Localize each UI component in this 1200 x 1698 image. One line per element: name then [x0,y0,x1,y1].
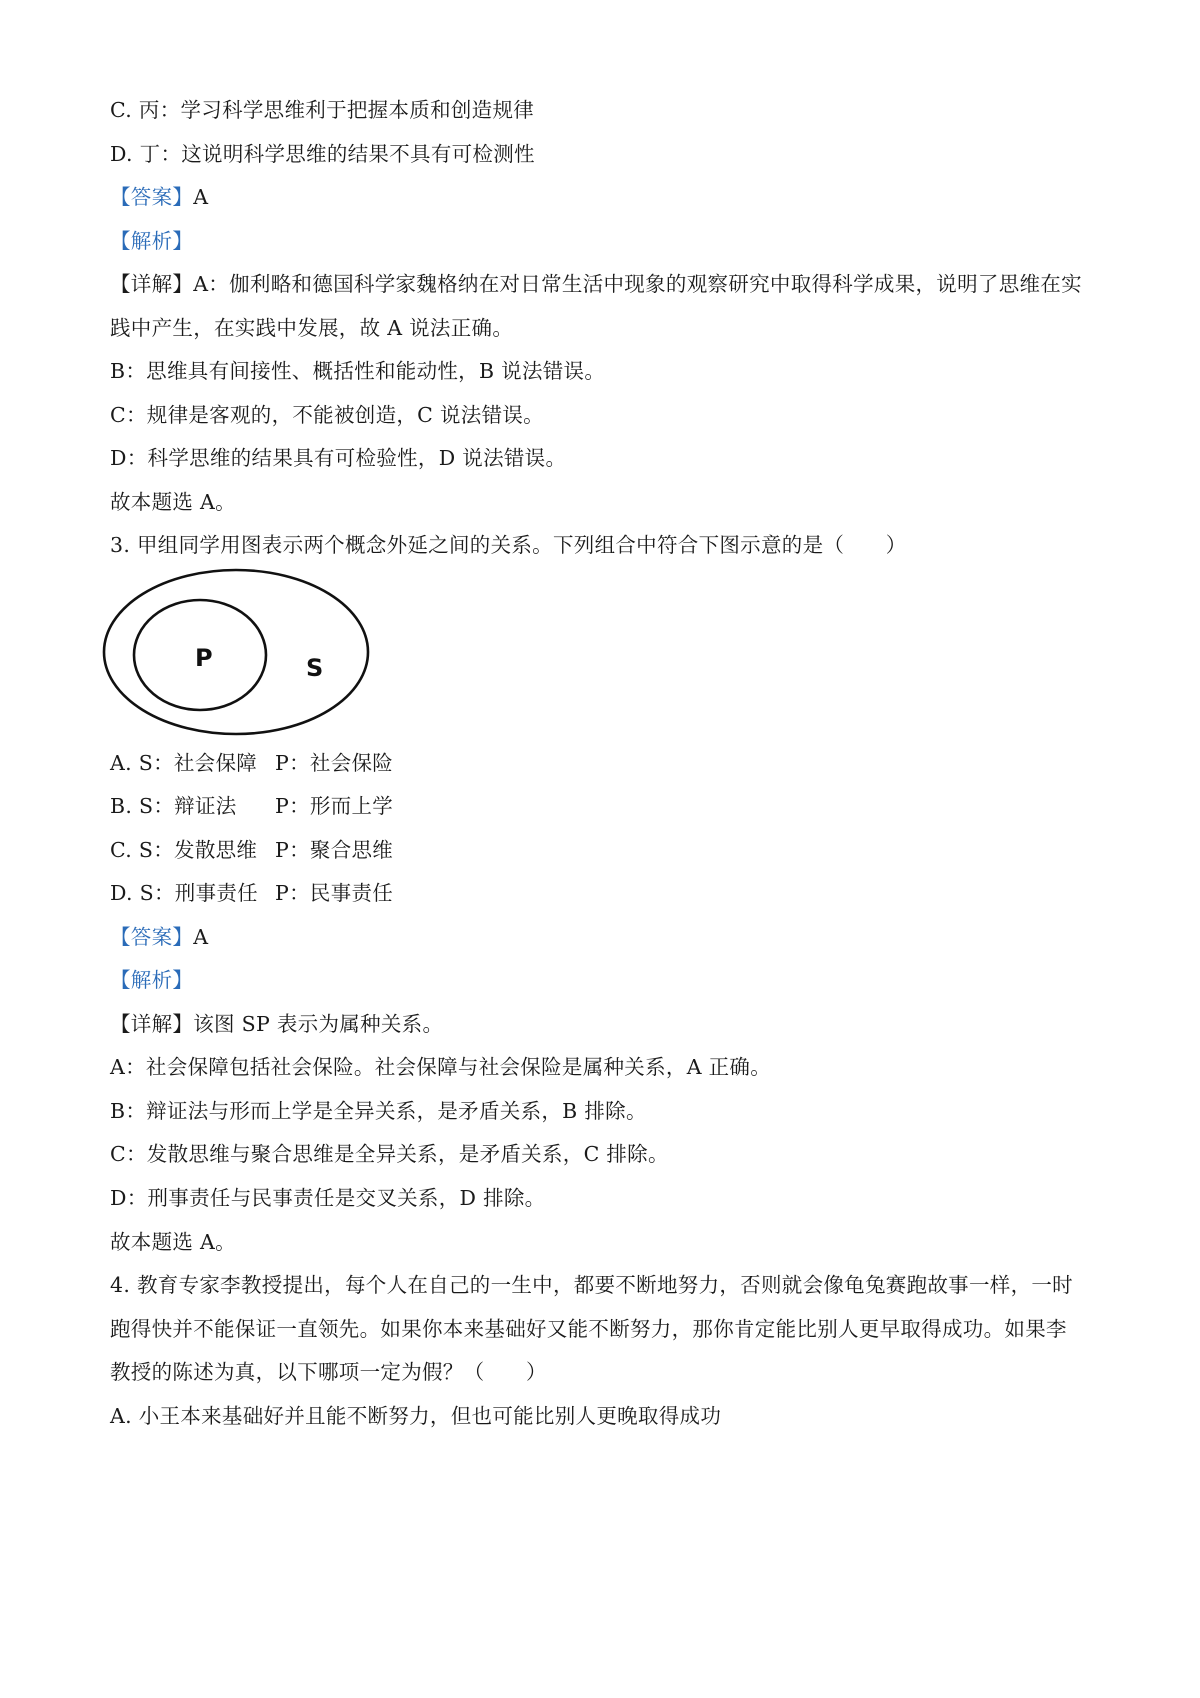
q2-detail-line-1: 【详解】A：伽利略和德国科学家魏格纳在对日常生活中现象的观察研究中取得科学成果，说明了思维在实 [110,272,1082,296]
q3-detail-a: A：社会保障包括社会保险。社会保障与社会保险是属种关系，A 正确。 [110,1055,772,1079]
q3-option-c [110,836,1100,864]
q4-line-2: 跑得快并不能保证一直领先。如果你本来基础好又能不断努力，那你肯定能比别人更早取得成功。如果李 [110,1317,1067,1341]
option-p: P：社会保险 [275,751,394,775]
q2-answer [110,183,1100,211]
q2-conclusion: 故本题选 A。 [110,490,236,514]
q3-conclusion: 故本题选 A。 [110,1230,236,1254]
answer-value: A [193,925,209,949]
q2-detail-b: B：思维具有间接性、概括性和能动性，B 说法错误。 [110,359,606,383]
label-p: P [195,644,213,672]
option-p: P：聚合思维 [275,838,394,862]
q3-answer [110,923,1100,951]
q2-option-d: D. 丁：这说明科学思维的结果不具有可检测性 [110,142,535,166]
q2-option-c: C. 丙：学习科学思维利于把握本质和创造规律 [110,98,535,122]
answer-tag: 【答案】 [110,185,194,209]
option-s: B. S：辩证法 [110,794,237,818]
option-s: C. S：发散思维 [110,838,258,862]
q2-detail-c: C：规律是客观的，不能被创造，C 说法错误。 [110,403,544,427]
option-s: A. S：社会保障 [110,751,258,775]
answer-value: A [193,185,209,209]
q4-line-3: 教授的陈述为真，以下哪项一定为假？（ ） [110,1360,547,1384]
q3-analysis-tag: 【解析】 [110,968,194,992]
q3-option-d [110,879,1100,907]
q3-detail-line-1: 【详解】该图 SP 表示为属种关系。 [110,1012,444,1036]
q3-option-a [110,749,1100,777]
option-p: P：民事责任 [275,881,394,905]
answer-tag: 【答案】 [110,925,194,949]
q2-detail-line-2: 践中产生，在实践中发展，故 A 说法正确。 [110,316,514,340]
option-s: D. S：刑事责任 [110,881,258,905]
q3-detail-c: C：发散思维与聚合思维是全异关系，是矛盾关系，C 排除。 [110,1142,669,1166]
label-s: S [306,654,324,682]
q4-option-a: A. 小王本来基础好并且能不断努力，但也可能比别人更晚取得成功 [110,1404,722,1428]
q3-detail-d: D：刑事责任与民事责任是交叉关系，D 排除。 [110,1186,546,1210]
q3-question: 3. 甲组同学用图表示两个概念外延之间的关系。下列组合中符合下图示意的是（ ） [110,533,907,557]
q4-line-1: 4. 教育专家李教授提出，每个人在自己的一生中，都要不断地努力，否则就会像龟兔赛跑故事一样，一时 [110,1273,1073,1297]
q3-option-b [110,792,1100,820]
q2-analysis-tag: 【解析】 [110,229,194,253]
option-p: P：形而上学 [275,794,394,818]
outer-ellipse-s [104,570,368,734]
q2-detail-d: D：科学思维的结果具有可检验性，D 说法错误。 [110,446,567,470]
q3-detail-b: B：辩证法与形而上学是全异关系，是矛盾关系，B 排除。 [110,1099,647,1123]
concept-relation-diagram [100,566,372,738]
